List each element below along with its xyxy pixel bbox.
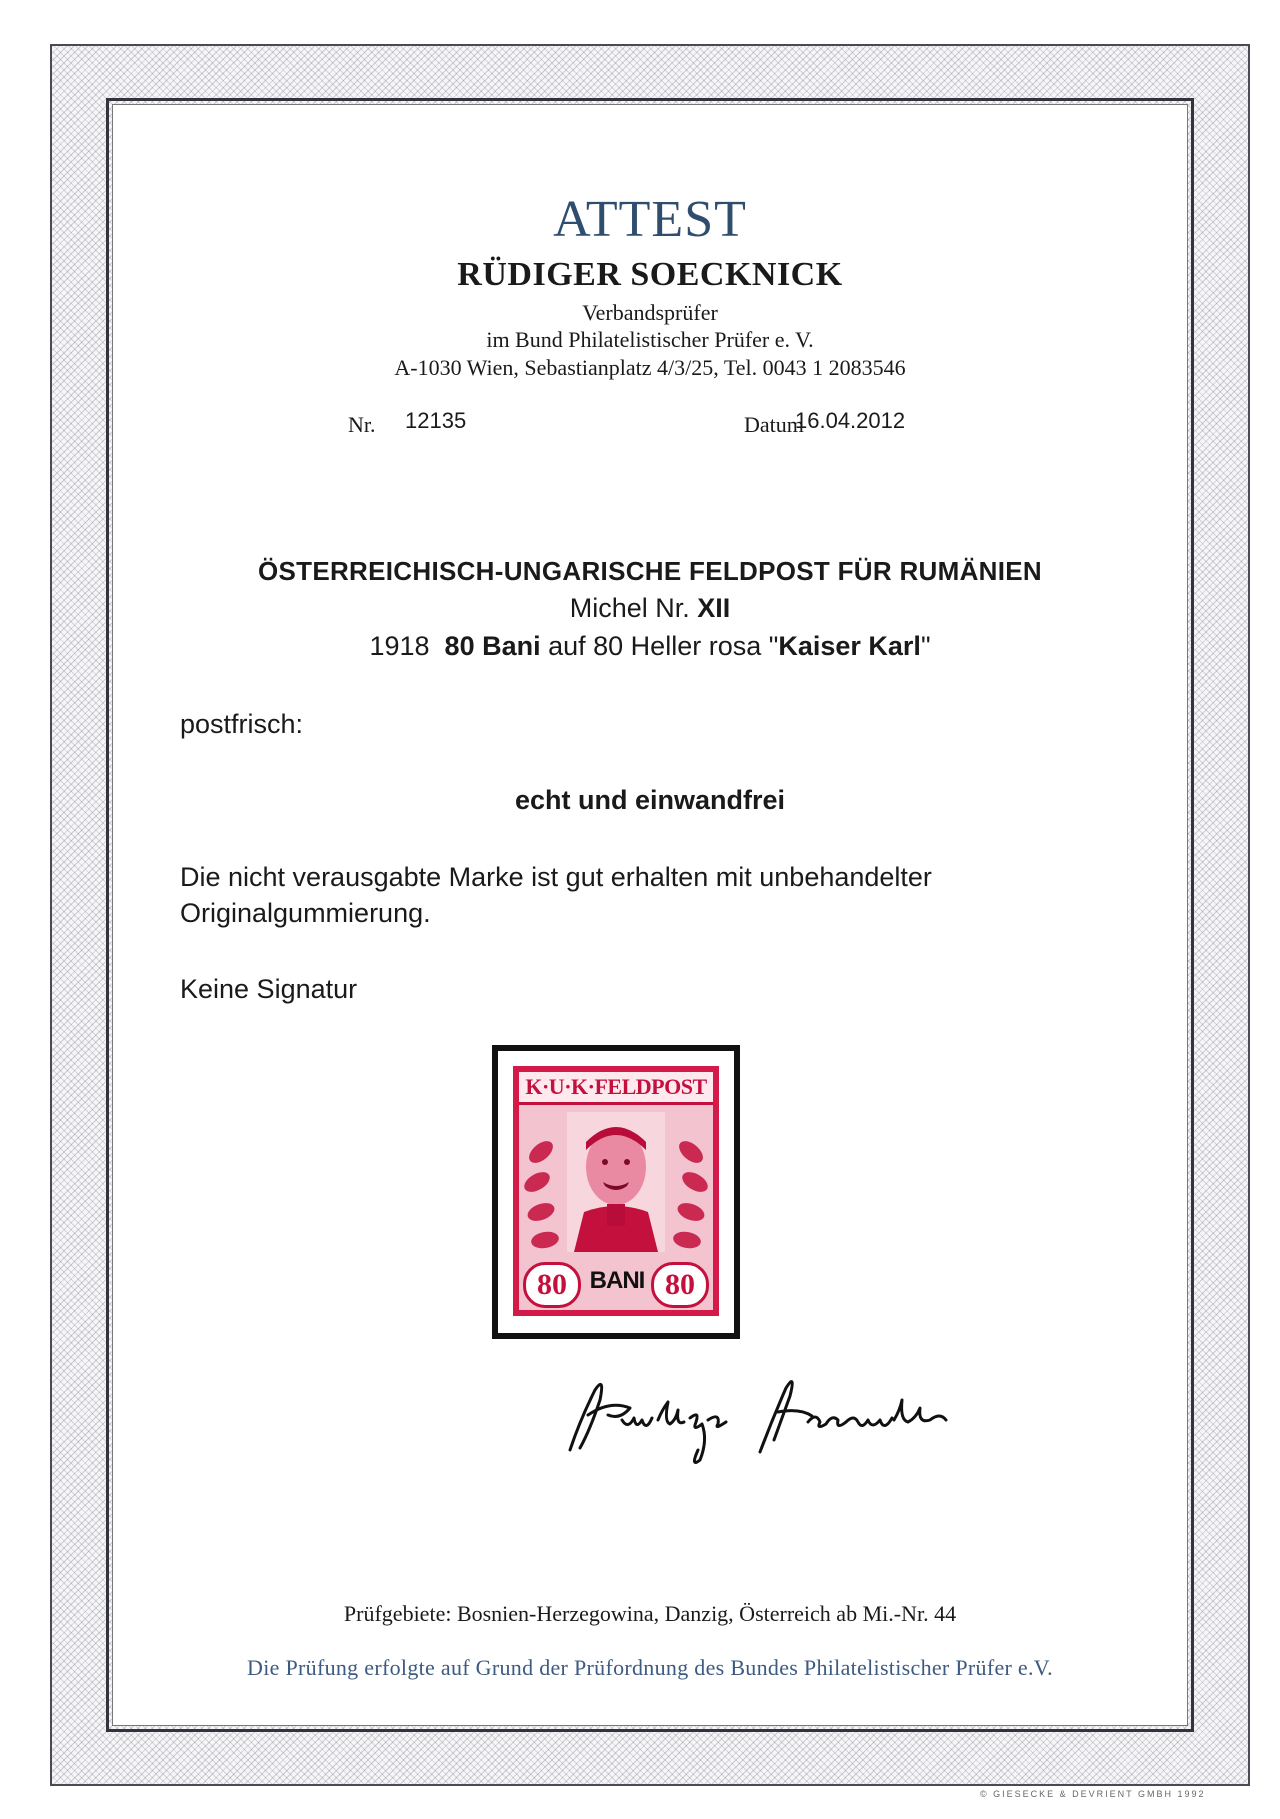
certificate-number-label: Nr. (348, 412, 376, 437)
stamp-year: 1918 (369, 631, 430, 661)
printer-imprint: © GIESECKE & DEVRIENT GMBH 1992 (980, 1789, 1206, 1799)
signature-note: Keine Signatur (180, 974, 358, 1004)
verdict: echt und einwandfrei (514, 785, 786, 815)
michel-label: Michel Nr. (569, 593, 690, 623)
stamp-name: Kaiser Karl (778, 631, 921, 661)
examiner-organization: im Bund Philatelistischer Prüfer e. V. (486, 327, 814, 352)
remark-line-2: Originalgummierung. (180, 898, 431, 928)
remark (180, 859, 1080, 931)
examination-basis: Die Prüfung erfolgte auf Grund der Prüfordnung des Bundes Philatelistischer Prüfer e.V. (247, 1655, 1053, 1680)
stamp-value: 80 Bani (444, 631, 541, 661)
date-label: Datum (744, 412, 804, 437)
stamp-photo (492, 1045, 740, 1339)
stamp-design (519, 1072, 713, 1310)
examiner-name: RÜDIGER SOECKNICK (457, 256, 843, 293)
stamp-banner: K·U·K·FELDPOST (519, 1072, 713, 1105)
stamp-description (112, 631, 1188, 662)
stamp-perforation (498, 1051, 734, 1333)
michel-value: XII (697, 593, 731, 623)
examiner-role: Verbandsprüfer (582, 300, 718, 325)
certificate-number: 12135 (405, 408, 467, 433)
stamp-value-left: 80 (523, 1262, 581, 1308)
certificate-date: 16.04.2012 (795, 408, 906, 433)
remark-line-1: Die nicht verausgabte Marke ist gut erhalten mit unbehandelter (180, 862, 932, 892)
handwritten-signature (550, 1360, 970, 1470)
stamp-value-right: 80 (651, 1262, 709, 1308)
condition-label: postfrisch: (180, 709, 304, 739)
michel-number (112, 593, 1188, 624)
examination-areas: Prüfgebiete: Bosnien-Herzegowina, Danzig, Österreich ab Mi.-Nr. 44 (343, 1601, 957, 1626)
stamp-desc-mid: auf 80 Heller rosa (548, 631, 762, 661)
examiner-address: A-1030 Wien, Sebastianplatz 4/3/25, Tel. 0043 1 2083546 (394, 355, 906, 380)
stamp-overprint: BANI (589, 1267, 645, 1294)
quote-close: " (920, 631, 931, 661)
certificate-title: ATTEST (553, 191, 747, 248)
stamp-frame (513, 1066, 719, 1316)
catalog-heading: ÖSTERREICHISCH-UNGARISCHE FELDPOST FÜR RUMÄNIEN (257, 556, 1042, 586)
quote-open: " (768, 631, 779, 661)
